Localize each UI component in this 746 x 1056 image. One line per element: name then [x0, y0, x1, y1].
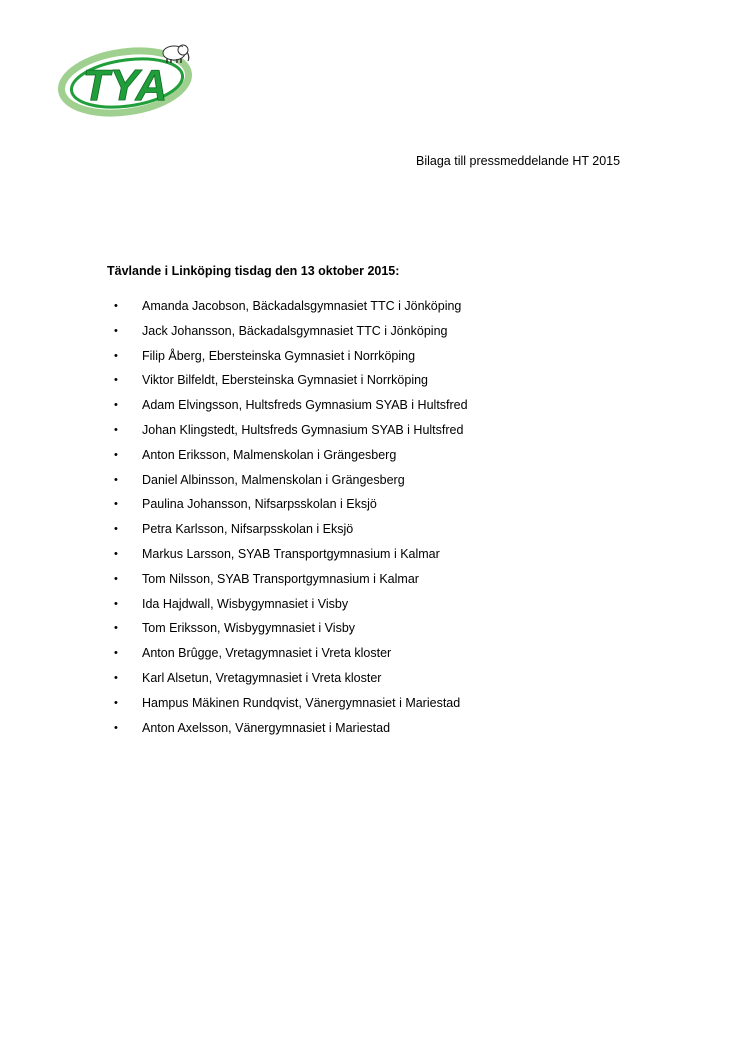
section-title: Tävlande i Linköping tisdag den 13 oktober 2015:: [107, 264, 400, 278]
list-item: [114, 297, 468, 322]
bullet: •: [114, 721, 118, 734]
tya-logo-graphic: [55, 40, 200, 120]
bullet: •: [114, 622, 118, 635]
list-item: [114, 495, 468, 520]
list-item-text: Jack Johansson, Bäckadalsgymnasiet TTC i Jönköping: [142, 323, 448, 338]
bullet: •: [114, 671, 118, 684]
list-item: [114, 694, 468, 719]
list-item-text: Amanda Jacobson, Bäckadalsgymnasiet TTC i Jönköping: [142, 299, 462, 313]
bullet: •: [114, 324, 118, 337]
logo-text: TYA: [82, 61, 168, 110]
list-item-text: Anton Axelsson, Vänergymnasiet i Mariestad: [142, 720, 391, 735]
header-note: Bilaga till pressmeddelande HT 2015: [416, 154, 621, 168]
bullet: •: [114, 399, 118, 412]
bullet: •: [114, 647, 118, 660]
bullet: •: [114, 300, 118, 312]
tya-logo: [55, 40, 200, 120]
bullet: •: [114, 597, 118, 610]
list-item-text: Daniel Albinsson, Malmenskolan i Grängesberg: [142, 472, 405, 487]
bullet: •: [114, 696, 118, 709]
list-item-text: Viktor Bilfeldt, Ebersteinska Gymnasiet i Norrköping: [142, 373, 428, 388]
bullet: •: [114, 523, 118, 536]
list-item: [114, 471, 468, 496]
list-item-text: Ida Hajdwall, Wisbygymnasiet i Visby: [142, 596, 349, 611]
list-item-text: Anton Brûgge, Vretagymnasiet i Vreta kloster: [142, 646, 392, 661]
list-item: [114, 347, 468, 372]
list-item-text: Petra Karlsson, Nifsarpsskolan i Eksjö: [142, 522, 354, 537]
list-item-text: Anton Eriksson, Malmenskolan i Grängesberg: [142, 447, 397, 462]
list-item-text: Karl Alsetun, Vretagymnasiet i Vreta kloster: [142, 670, 382, 685]
list-item-text: Filip Åberg, Ebersteinska Gymnasiet i Norrköping: [142, 348, 416, 363]
list-item-text: Johan Klingstedt, Hultsfreds Gymnasium SYAB i Hultsfred: [142, 422, 464, 437]
bullet: •: [114, 374, 118, 387]
bullet: •: [114, 498, 118, 511]
list-item-text: Paulina Johansson, Nifsarpsskolan i Eksjö: [142, 497, 377, 512]
list-item: [114, 719, 468, 744]
bullet: •: [114, 547, 118, 560]
list-item: [114, 421, 468, 446]
list-item-text: Hampus Mäkinen Rundqvist, Vänergymnasiet i Mariestad: [142, 695, 461, 710]
list-item: [114, 619, 468, 644]
list-item: [114, 446, 468, 471]
bullet: •: [114, 473, 118, 486]
list-item-text: Tom Eriksson, Wisbygymnasiet i Visby: [142, 621, 356, 636]
list-item-text: Markus Larsson, SYAB Transportgymnasium i Kalmar: [142, 546, 440, 561]
list-item-text: Tom Nilsson, SYAB Transportgymnasium i Kalmar: [142, 571, 419, 586]
list-item: [114, 595, 468, 620]
list-item: [114, 396, 468, 421]
bullet: •: [114, 572, 118, 585]
list-item: [114, 322, 468, 347]
list-item: [114, 644, 468, 669]
participant-list: [114, 297, 468, 743]
list-item: [114, 545, 468, 570]
list-item: [114, 520, 468, 545]
list-item-text: Adam Elvingsson, Hultsfreds Gymnasium SYAB i Hultsfred: [142, 398, 468, 413]
list-item: [114, 669, 468, 694]
bullet: •: [114, 448, 118, 461]
bullet: •: [114, 423, 118, 436]
list-item: [114, 570, 468, 595]
list-item: [114, 371, 468, 396]
bullet: •: [114, 349, 118, 362]
